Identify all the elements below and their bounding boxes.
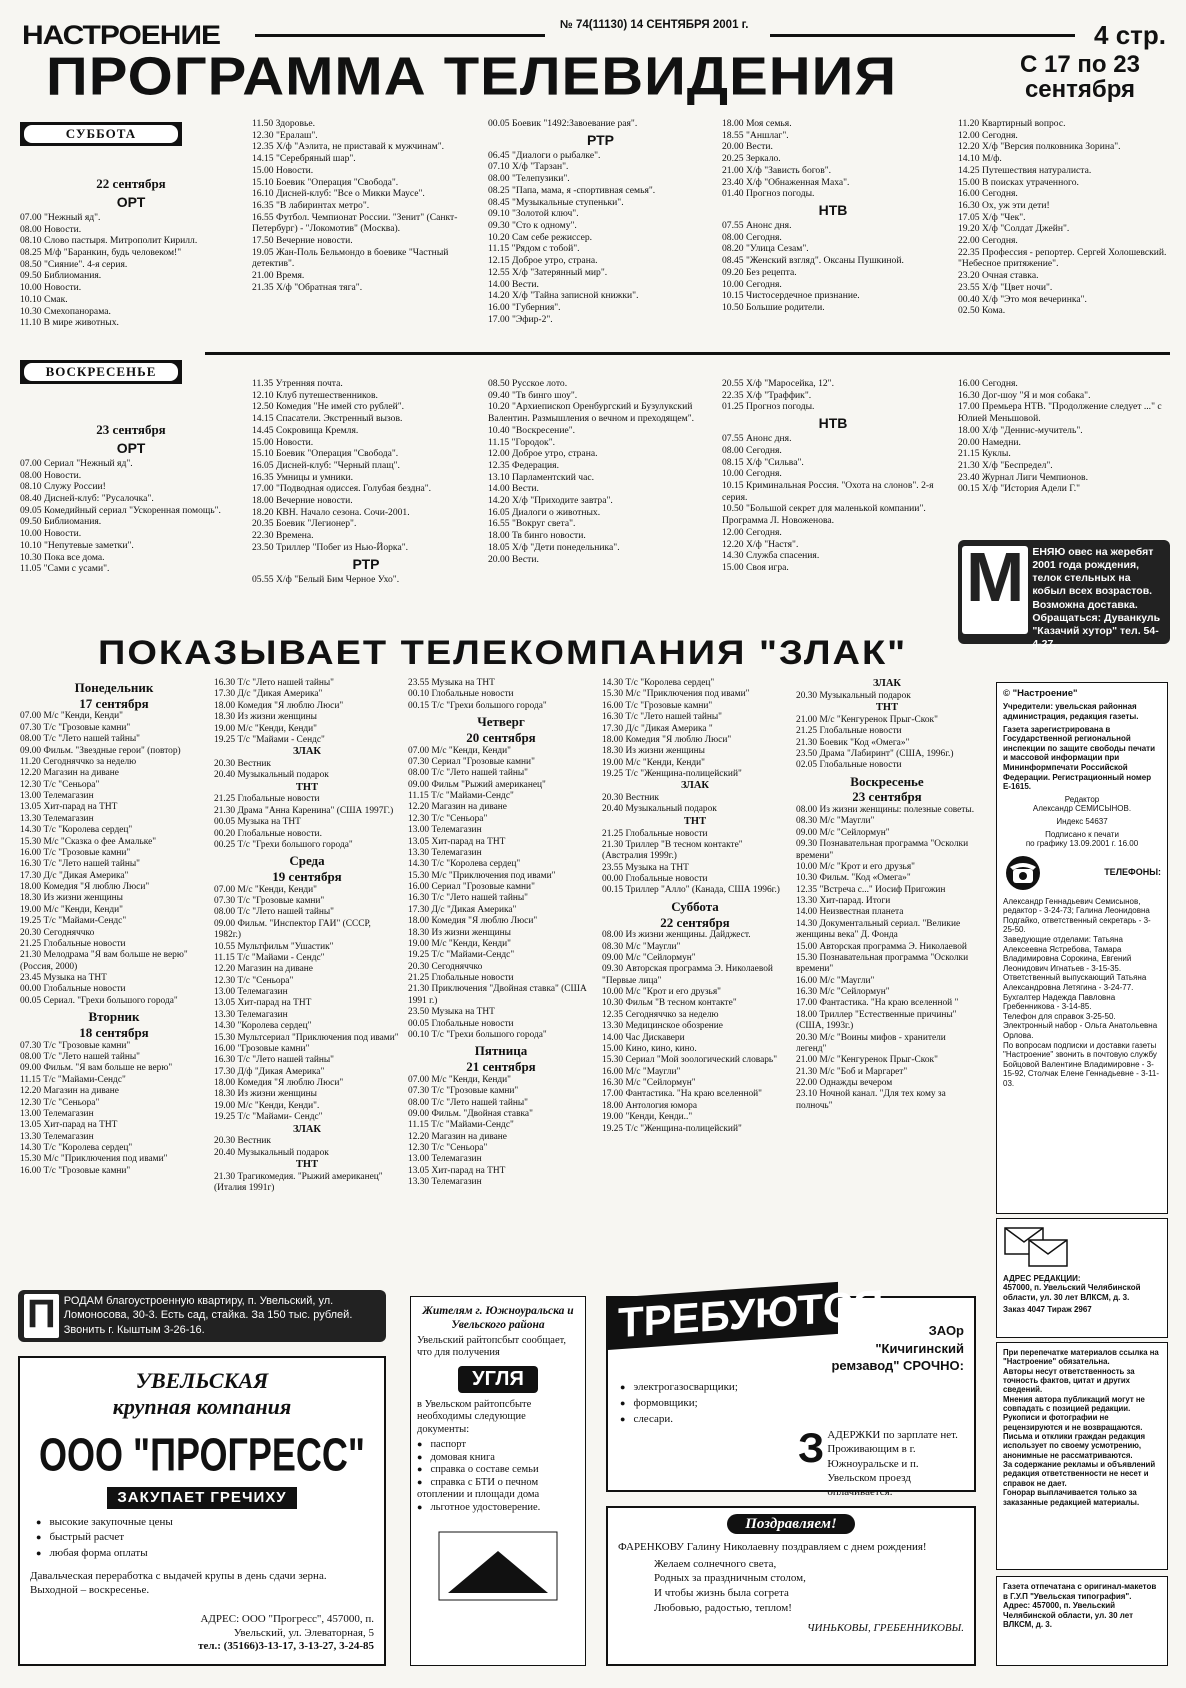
saturday-rtr-listing: 06.45 "Диалоги о рыбалке". 07.10 Х/ф "Тарзан". 08.00 "Телепузики". 08.25 "Папа, мама, я -спортивная семья". 08.45 "Музыкальные ступеньки". 09.10 "Золотой ключ". 09.30 "Сто к одному". 10.20 Сам себе режиссер. 11.15 "Рядом с тобой". 12.15 Доброе утро, страна. 12.55 Х/ф "Затерянный мир". 14.00 Вести. 14.20 Х/ф "Тайна записной книжки". 16.00 "Губерния". 17.00 "Эфир-2". [488, 149, 656, 325]
zlak-friday-listing: 07.00 М/с "Кенди, Кенди" 07.30 Т/с "Грозовые камни" 08.00 Т/с "Лето нашей тайны" 09.00 Фильм. "Двойная ставка" 11.15 Т/с "Майами-Сендс" 12.20 Магазин на диване 12.30 Т/с "Сеньора" 13.00 Телемагазин 13.05 Хит-парад на ТНТ 13.30 Телемагазин [408, 1074, 533, 1188]
jobs-ad-company-1: ЗАОр [928, 1323, 964, 1338]
jobs-ad-company [831, 1322, 964, 1375]
zlak-tuesday-listing-2: 16.30 Т/с "Лето нашей тайны" 17.30 Д/с "Дикая Америка" 18.00 Комедия "Я люблю Люси" 18.30 Из жизни женщины 19.00 М/с "Кенди, Кенди" 19.25 Т/с "Майами - Сендс" [214, 678, 344, 745]
masthead: НАСТРОЕНИЕ [22, 20, 221, 51]
zlak-thursday-listing: 07.00 М/с "Кенди, Кенди" 07.30 Сериал "Грозовые камни" 08.00 Т/с "Лето нашей тайны" 09.00 Фильм "Рыжий американец" 11.15 Т/с "Майами-Сендс" 12.20 Магазин на диване 12.30 Т/с "Сеньора" 13.00 Телемагазин 13.05 Хит-парад на ТНТ 13.30 Телемагазин 14.30 Т/с "Королева сердец" 15.30 М/с "Приключения под ивами" 16.00 Сериал "Грозовые камни" 16.30 Т/с "Лето нашей тайны" 17.30 Д/с "Дикая Америка" 18.00 Комедия "Я люблю Люси" 18.30 Из жизни женщины 19.00 М/с "Кенди, Кенди" 19.25 Т/с "Майами-Сендс" 20.30 Сегодняччко 21.25 Глобальные новости 21.30 Приключения "Двойная ставка" (США 1991 г.) 23.50 Музыка на ТНТ 00.05 Глобальные новости 00.10 Т/с "Грехи большого города" [408, 745, 587, 1040]
zlak-wednesday-listing-4: 23.55 Музыка на ТНТ 00.10 Глобальные новости 00.15 Т/с "Грехи большого города" [408, 678, 547, 711]
imprint-editor-label: Редактор [1064, 794, 1100, 804]
order-info: Заказ 4047 Тираж 2967 [1003, 1305, 1092, 1315]
channel-rtr: РТР [586, 131, 615, 148]
zlak-tuesday-listing-4: 21.25 Глобальные новости 21.30 Драма "Анна Каренина" (США 1997Г.) 00.05 Музыка на ТНТ 00.20 Глобальные новости. 00.25 Т/с "Грехи большого города" [214, 794, 394, 850]
zlak-saturday: Суббота [671, 898, 719, 914]
imprint-founders: Учредители: увельская районная администрация, редакция газеты. [1003, 702, 1139, 721]
coal-ad-text1: Увельский райтопсбыт сообщает, что для получения [417, 1334, 567, 1359]
zlak-saturday-date: 22 сентября [660, 914, 730, 930]
zlak-saturday-listing: 08.00 Из жизни женщины. Дайджест. 08.30 М/с "Маугли" 09.00 М/с "Сейлормун" 09.30 Авторская программа Э. Николаевой "Первые лица" 10.00 М/с "Крот и его друзья" 10.30 Фильм "В тесном контакте" 12.35 Сегодняччко за неделю 13.30 Медицинское обозрение 14.00 Час Дискавери 15.00 Кино, кино, кино. 15.30 Сериал "Мой зоологический словарь" 16.00 М/с "Маугли" 16.30 М/с "Сейлормун" 17.00 Фантастика. "На краю вселенной" 18.00 Антология юмора 19.00 "Кенди, Кенди.." 19.25 Т/с "Женщина-полицейский" [602, 930, 778, 1134]
progress-benefit: ● быстрый расчет [36, 1530, 374, 1545]
header-rule-right [770, 34, 1075, 37]
coal-document: ● справка о составе семьи [417, 1464, 579, 1477]
sunday-label: ВОСКРЕСЕНЬЕ [20, 360, 182, 384]
zlak-wednesday-date: 19 сентября [272, 869, 342, 884]
coal-ad [410, 1296, 586, 1666]
sunday-ntv-listing-2: 16.00 Сегодня. 16.30 Дог-шоу "Я и моя собака". 17.00 Премьера НТВ. "Продолжение следует ..." с Юлией Меньшовой. 18.00 Х/ф "Деннис-мучитель". 20.00 Намедни. 21.15 Куклы. 21.30 Х/ф "Беспредел". 23.40 Журнал Лиги Чемпионов. 00.15 Х/ф "История Адели Г." [958, 378, 1162, 495]
zlak-friday-listing-3: 20.30 Вестник 20.40 Музыкальный подарок [602, 793, 717, 815]
address-text: 457000, п. Увельский Челябинской области, ул. 30 лет ВЛКСМ, д. 3. [1003, 1283, 1141, 1302]
job-position: ● электрогазосварщики; [620, 1380, 738, 1396]
zlak-tuesday-date: 18 сентября [79, 1024, 149, 1040]
zlak-channel-tnt-3: ТНТ [683, 815, 707, 827]
channel-rtr-sun: РТР [352, 555, 380, 572]
sunday-rtr-listing-2: 08.50 Русское лото. 09.40 "Тв бинго шоу". 10.20 "Архиепископ Оренбургский и Бузулукский Валентин. Размышления о вечном и преходящем". 10.40 "Воскресение". 11.15 "Городок". 12.00 Доброе утро, страна. 12.35 Федерация. 13.10 Парламентский час. 14.00 Вести. 14.20 Х/ф "Приходите завтра". 16.05 Диалоги о животных. 16.55 "Вокруг света". 18.00 Тв бинго новости. 18.05 Х/ф "Дети понедельника". 20.00 Вести. [488, 378, 695, 565]
address-box [996, 1218, 1168, 1338]
zlak-sunday-date: 23 сентября [852, 789, 922, 805]
imprint-index: Индекс 54637 [1056, 816, 1108, 826]
zlak-sunday-listing: 08.00 Из жизни женщины: полезные советы. 08.30 М/с "Маугли" 09.00 М/с "Сейлормун" 09.30 Познавательная программа "Осколки времени" 10.00 М/с "Крот и его друзья" 10.30 Фильм. "Код «Омега»" 12.35 "Встреча с..." Иосиф Пригожин 13.30 Хит-парад. Итоги 14.00 Неизвестная планета 14.30 Документальный сериал. "Великие женщины века" Д. Фонда 15.00 Авторская программа Э. Николаевой 15.30 Познавательная программа "Осколки времени" 16.00 М/с "Маугли" 16.30 М/с "Сейлормун" 17.00 Фантастика. "На краю вселенной " 18.00 Триллер "Естественные причины" (США, 1993г.) 20.30 М/с "Воины мифов - хранители легенд" 21.00 М/с "Кенгуренок Прыг-Скок" 21.30 М/с "Боб и Маргарет" 22.00 Однажды вечером 23.10 Ночной канал. "Для тех кому за полночь" [796, 805, 975, 1111]
zlak-wednesday-listing-3: 21.30 Трагикомедия. "Рыжий американец" (Италия 1991г) [214, 1171, 383, 1194]
date-range-line1: С 17 по 23 [1020, 51, 1140, 78]
congrats-title: Поздравляем! [727, 1514, 855, 1534]
channel-ort: ОРТ [116, 193, 146, 210]
zlak-friday-listing-2: 14.30 Т/с "Королева сердец" 15.30 М/с "Приключения под ивами" 16.00 Т/с "Грозовые камни" 16.30 Т/с "Лето нашей тайны" 17.30 Д/с "Дикая Америка " 18.00 Комедия "Я люблю Люси" 18.30 Из жизни женщины 19.00 М/с "Кенди, Кенди" 19.25 Т/с "Женщина-полицейский" [602, 678, 750, 779]
zlak-col2 [214, 678, 400, 1195]
zlak-friday-listing-4: 21.25 Глобальные новости 21.30 Триллер "В тесном контакте" (Австралия 1999г.) 23.55 Музыка на ТНТ 00.00 Глобальные новости 00.15 Триллер "Алло" (Канада, США 1996г.) [602, 828, 780, 896]
saturday-col4 [722, 118, 944, 314]
saturday-ntv-listing-2: 11.20 Квартирный вопрос. 12.00 Сегодня. 12.20 Х/ф "Версия полковника Зорина". 14.10 М/ф. 14.25 Путешествия натуралиста. 15.00 В поисках утраченного. 16.00 Сегодня. 16.30 Ох, уж эти дети! 17.05 Х/ф "Чек". 19.20 Х/ф "Солдат Джейн". 22.00 Сегодня. 22.35 Профессия - репортер. Сергей Холошевский. "Небесное притяжение". 23.20 Очная ставка. 23.55 Х/ф "Цвет ночи". 00.40 Х/ф "Это моя вечеринка". 02.50 Кома. [958, 118, 1167, 317]
jobs-ad-initial: З [798, 1424, 825, 1471]
imprint-signed-date: по графику 13.09.2001 г. 16.00 [1025, 839, 1139, 849]
progress-ad [18, 1356, 386, 1666]
section-divider [205, 352, 1170, 355]
sunday-ort-listing-2: 11.35 Утренняя почта. 12.10 Клуб путешественников. 12.50 Комедия "Не имей сто рублей". 14.15 Спасатели. Экстренный вызов. 14.45 Сокровища Кремля. 15.00 Новости. 15.10 Боевик "Операция "Свобода". 16.05 Дисней-клуб: "Черный плащ". 16.35 Умницы и умники. 17.00 "Подводная одиссея. Голубая бездна". 18.00 Вечерние новости. 18.20 КВН. Начало сезона. Сочи-2001. 20.35 Боевик "Легионер". 22.30 Времена. 23.50 Триллер "Побег из Нью-Йорка". [252, 378, 432, 553]
saturday-label: СУББОТА [20, 122, 182, 146]
header-rule-left [255, 34, 545, 37]
coal-ad-title: Жителям г. Южноуральска и Увельского района [422, 1305, 574, 1331]
page-title: ПРОГРАММА ТЕЛЕВИДЕНИЯ [46, 46, 898, 107]
channel-ntv-sun: НТВ [818, 415, 848, 432]
progress-ad-buys: ЗАКУПАЕТ ГРЕЧИХУ [107, 1487, 296, 1509]
progress-benefit: ● любая форма оплаты [36, 1546, 374, 1561]
saturday-col3 [488, 118, 713, 325]
zlak-title: ПОКАЗЫВАЕТ ТЕЛЕКОМПАНИЯ "ЗЛАК" [98, 634, 908, 672]
sunday-ort-listing: 07.00 Сериал "Нежный яд". 08.00 Новости. 08.10 Служу России! 08.40 Дисней-клуб: "Русалочка". 09.05 Комедийный сериал "Ускоренная помощь". 09.50 Библиомания. 10.00 Новости. 10.10 "Непутевые заметки". 10.30 Пока все дома. 11.05 "Сами с усами". [20, 457, 221, 575]
oats-ad-initial: М [962, 546, 1028, 634]
coal-ad-documents [417, 1439, 579, 1515]
issue-number: № 74(11130) 14 СЕНТЯБРЯ 2001 г. [560, 19, 749, 31]
zlak-col4 [602, 678, 788, 1135]
sunday-ntv-listing: 07.55 Анонс дня. 08.00 Сегодня. 08.15 Х/ф "Сильва". 10.00 Сегодня. 10.15 Криминальная Россия. "Охота на слонов". 2-я серия. 10.50 "Большой секрет для маленькой компании". Программа Л. Новоженова. 12.00 Сегодня. 12.20 Х/ф "Настя". 14.30 Служба спасения. 15.00 Своя игра. [722, 433, 934, 573]
flat-ad [18, 1290, 386, 1342]
jobs-ad-company-2: "Кичигинский [875, 1340, 964, 1356]
coal-document: ● справка с БТИ о печном отоплении и площади дома [417, 1477, 579, 1502]
zlak-monday-date: 17 сентября [79, 695, 149, 711]
zlak-channel-zlak-3: ЗЛАК [680, 780, 710, 792]
progress-ad-phones: тел.: (35166)3-13-17, 3-13-27, 3-24-85 [198, 1640, 374, 1653]
congrats-name: ФАРЕНКОВУ Галину Николаевну поздравляем с днем рождения! [618, 1541, 927, 1554]
zlak-friday-date: 21 сентября [466, 1059, 536, 1075]
imprint-registration: Газета зарегистрирована в Государственной региональной инспекции по защите свободы печати и массовой информации при Мининформпечати Российской Федерации. Регистрационный номер Е-1615. [1003, 724, 1155, 792]
printing-text: Газета отпечатана с оригинал-макетов в Г.У.П "Увельская типография". Адрес: 457000, п. Увельский Челябинской области, ул. 30 лет ВЛКСМ, д. 3. [1003, 1582, 1157, 1630]
zlak-sunday: Воскресенье [850, 773, 924, 789]
sunday-rtr-listing-3: 20.55 Х/ф "Маросейка, 12". 22.35 Х/ф "Траффик". 01.25 Прогноз погоды. [722, 378, 834, 413]
job-position: ● слесари. [620, 1412, 738, 1428]
coal-ad-text2: в Увельском райтопсбыте необходимы следующие документы: [417, 1398, 532, 1436]
sunday-col1 [20, 418, 242, 575]
jobs-ad-title: ТРЕБУЮТСЯ [608, 1282, 838, 1350]
zlak-saturday-listing-3: 21.00 М/с "Кенгуренок Прыг-Скок" 21.25 Глобальные новости 21.30 Боевик "Код «Омега»" 23.50 Драма "Лабиринт" (США, 1996г.) 02.05 Глобальные новости [796, 714, 954, 771]
progress-ad-note: Давальческая переработка с выдачей крупы в день сдачи зерна. Выходной – воскресенье. [30, 1570, 327, 1597]
congrats-ad [606, 1506, 976, 1666]
zlak-channel-zlak-4: ЗЛАК [872, 678, 902, 689]
jobs-ad [606, 1280, 976, 1499]
zlak-col3 [408, 678, 594, 1189]
coal-pile-icon [438, 1531, 558, 1601]
imprint-phones: Александр Геннадьевич Семисынов, редактор - 3-24-73; Галина Леонидовна Подгайко, ответственный секретарь - 3-25-50. Заведующие отделами: Татьяна Алексеевна Ястребова, Тамара Владимировна Сорокина, Евгений Леонидович Игнатьев - 3-15-35. Ответственный выпускающий Татьяна Александровна Летягина - 3-24-77. Бухгалтер Надежда Павловна Гребенникова - 3-14-85. Телефон для справок 3-25-50. Электронный набор - Ольга Анатольевна Орлова. По вопросам подписки и доставки газеты "Настроение" звонить в почтовую службу Бойцовой Валентине Владимировне - 3-15-92, Столчак Елене Геннадьевне - 3-11-03. [1003, 896, 1160, 1088]
saturday-ort-listing-3: 00.05 Боевик "1492:Завоевание рая". [488, 118, 638, 129]
zlak-channel-tnt-4: ТНТ [875, 702, 899, 714]
sunday-date: 23 сентября [96, 422, 166, 437]
progress-ad-line1: УВЕЛЬСКАЯ [135, 1368, 269, 1393]
zlak-channel-zlak-2: ЗЛАК [292, 1123, 322, 1135]
imprint-editor: Александр СЕМИСЫНОВ. [1032, 804, 1132, 814]
progress-ad-address: АДРЕС: ООО "Прогресс", 457000, п. Увельский, ул. Элеваторная, 5 [200, 1612, 374, 1640]
date-range [990, 52, 1170, 102]
jobs-ad-company-3: ремзавод" СРОЧНО: [831, 1358, 964, 1374]
flat-ad-initial: П [24, 1294, 59, 1338]
copyright-icon: © [1003, 688, 1010, 699]
zlak-thursday: Четверг [477, 714, 525, 730]
congrats-poem: Желаем солнечного света, Родных за праздничным столом, И чтобы жизнь была согрета Любовью, радостью, теплом! [654, 1557, 806, 1615]
saturday-col5 [958, 118, 1170, 317]
printing-box [996, 1576, 1168, 1666]
saturday-col2 [252, 118, 480, 294]
oats-ad [958, 538, 1170, 650]
oats-ad-text: ЕНЯЮ овес на жеребят 2001 года рождения, телок стельных на кобыл всех возрастов. Возможна доставка. Обращаться: Дуванкуль "Казачий хутор" тел. 54-4-27. [1032, 546, 1161, 650]
zlak-tuesday-listing: 07.30 Т/с "Грозовые камни" 08.00 Т/с "Лето нашей тайны" 09.00 Фильм. "Я вам больше не верю" 11.15 Т/с "Майами-Сендс" 12.20 Магазин на диване 12.30 Т/с "Сеньора" 13.00 Телемагазин 13.05 Хит-парад на ТНТ 13.30 Телемагазин 14.30 Т/с "Королева сердец" 15.30 М/с "Приключения под ивами" 16.00 Т/с "Грозовые камни" [20, 1040, 173, 1176]
zlak-col1 [20, 678, 208, 1177]
jobs-ad-note [798, 1424, 964, 1499]
jobs-ad-text: АДЕРЖКИ по зарплате нет. Проживающим в г. Южноуральске и п. Увельском проезд оплачивается. [827, 1429, 958, 1499]
saturday-date: 22 сентября [96, 176, 166, 191]
coal-document: ● льготное удостоверение. [417, 1502, 579, 1515]
zlak-tuesday-listing-3: 20.30 Вестник 20.40 Музыкальный подарок [214, 758, 329, 781]
zlak-wednesday: Среда [289, 853, 325, 869]
progress-benefit: ● высокие закупочные цены [36, 1515, 374, 1530]
telephone-icon [1003, 855, 1043, 891]
jobs-ad-positions [620, 1380, 738, 1428]
zlak-channel-tnt: ТНТ [295, 781, 319, 793]
saturday-col1 [20, 172, 242, 329]
sunday-col4 [722, 378, 944, 574]
envelope-icon [1003, 1224, 1073, 1270]
date-range-line2: сентября [1024, 76, 1136, 104]
zlak-monday-listing: 07.00 М/с "Кенди, Кенди" 07.30 Т/с "Грозовые камни" 08.00 Т/с "Лето нашей тайны" 09.00 Фильм. "Звездные герои" (повтор) 11.20 Сегодняччко за неделю 12.20 Магазин на диване 12.30 Т/с "Сеньора" 13.00 Телемагазин 13.05 Хит-парад на ТНТ 13.30 Телемагазин 14.30 Т/с "Королева сердец" 15.30 М/с "Сказка о фее Амальке" 16.00 Т/с "Грозовые камни" 16.30 Т/с "Лето нашей тайны" 17.30 Д/с "Дикая Америка" 18.00 Комедия "Я люблю Люси" 18.30 Из жизни женщины 19.00 М/с "Кенди, Кенди" 19.25 Т/с "Майами-Сендс" 20.30 Сегодняччко 21.25 Глобальные новости 21.30 Мелодрама "Я вам больше не верю" (Россия, 2000) 23.45 Музыка на ТНТ 00.00 Глобальные новости 00.05 Сериал. "Грехи большого города" [20, 711, 188, 1006]
zlak-tuesday: Вторник [88, 1009, 140, 1025]
zlak-channel-zlak: ЗЛАК [292, 746, 322, 758]
imprint-logo: "Настроение" [1012, 688, 1078, 699]
imprint-phones-label: ТЕЛЕФОНЫ: [1104, 867, 1161, 878]
zlak-wednesday-listing-2: 20.30 Вестник 20.40 Музыкальный подарок [214, 1136, 329, 1158]
address-label: АДРЕС РЕДАКЦИИ: [1003, 1273, 1081, 1283]
zlak-col5 [796, 678, 978, 1112]
zlak-monday: Понедельник [74, 680, 154, 695]
saturday-ort-listing-2: 11.50 Здоровье. 12.30 "Ералаш". 12.35 Х/ф "Аэлита, не приставай к мужчинам". 14.15 "Серебряный шар". 15.00 Новости. 15.10 Боевик "Операция "Свобода". 16.10 Дисней-клуб: "Все о Микки Маусе". 16.35 "В лабиринтах метро". 16.55 Футбол. Чемпионат России. "Зенит" (Санкт-Петербург) - "Локомотив" (Москва). 17.50 Вечерние новости. 19.05 Жан-Поль Бельмондо в боевике "Частный детектив". 21.00 Время. 21.35 Х/ф "Обратная тяга". [252, 118, 458, 293]
saturday-rtr-listing-2: 18.00 Моя семья. 18.55 "Аншлаг". 20.00 Вести. 20.25 Зеркало. 21.00 Х/ф "Зависть богов". 23.40 Х/ф "Обнаженная Маха". 01.40 Прогноз погоды. [722, 118, 850, 200]
saturday-ntv-listing: 07.55 Анонс дня. 08.00 Сегодня. 08.20 "Улица Сезам". 08.45 "Женский взгляд". Оксаны Пушкиной. 09.20 Без рецепта. 10.00 Сегодня. 10.15 Чистосердечное признание. 10.50 Большие родители. [722, 220, 904, 313]
progress-ad-line2: крупная компания [112, 1394, 292, 1420]
imprint-signed: Подписано к печати [1045, 829, 1119, 839]
saturday-ort-listing: 07.00 "Нежный яд". 08.00 Новости. 08.10 Слово пастыря. Митрополит Кирилл. 08.25 М/ф "Баранкин, будь человеком!" 08.50 "Сияние". 4-я серия. 09.50 Библиомания. 10.00 Новости. 10.10 Смак. 10.30 Смехопанорама. 11.10 В мире животных. [20, 211, 198, 329]
job-position: ● формовщики; [620, 1396, 738, 1412]
progress-ad-company: ООО "ПРОГРЕСС" [39, 1427, 365, 1481]
zlak-channel-tnt-2: ТНТ [295, 1159, 319, 1171]
rules-text: При перепечатке материалов ссылка на "Настроение" обязательна. Авторы несут ответственность за точность фактов, цитат и других сведений. Мнения автора публикаций могут не совпадать с позицией редакции. Рукописи и фотографии не рецензируются и не возвращаются. Письма и отклики граждан редакция использует по своему усмотрению, анонимные не рассматриваются. За содержание рекламы и объявлений редакция ответственности не несет и справок не дает. Гонорар выплачивается только за заказанные редакцией материалы. [1003, 1348, 1159, 1507]
imprint-box [996, 682, 1168, 1214]
sunday-col2 [252, 378, 480, 585]
coal-ad-coal: УГЛЯ [458, 1366, 538, 1392]
flat-ad-text: РОДАМ благоустроенную квартиру, п. Увельский, ул. Ломоносова, 30-3. Есть сад, стайка. За 150 тыс. рублей. Звонить г. Кыштым 3-26-16. [63, 1295, 353, 1336]
sunday-col3 [488, 378, 713, 565]
channel-ntv: НТВ [818, 201, 848, 218]
coal-document: ● паспорт [417, 1439, 579, 1452]
zlak-saturday-listing-2: 20.30 Музыкальный подарок [796, 690, 911, 701]
page-number: 4 стр. [1094, 20, 1166, 50]
coal-document: ● домовая книга [417, 1452, 579, 1465]
sunday-col5 [958, 378, 1170, 495]
zlak-thursday-date: 20 сентября [466, 729, 536, 745]
rules-box [996, 1342, 1168, 1570]
progress-ad-benefits [36, 1515, 374, 1561]
sunday-rtr-listing: 05.55 Х/ф "Белый Бим Черное Ухо". [252, 573, 400, 585]
congrats-from: ЧИНЬКОВЫ, ГРЕБЕННИКОВЫ. [806, 1621, 964, 1634]
zlak-friday: Пятница [474, 1043, 528, 1059]
channel-ort-sun: ОРТ [116, 439, 146, 456]
zlak-wednesday-listing: 07.00 М/с "Кенди, Кенди" 07.30 Т/с "Грозовые камни" 08.00 Т/с "Лето нашей тайны" 09.00 Фильм. "Инспектор ГАИ" (СССР, 1982г.) 10.55 Мультфильм "Ушастик" 11.15 Т/с "Майами - Сендс" 12.20 Магазин на диване 12.30 Т/с "Сеньора" 13.00 Телемагазин 13.05 Хит-парад на ТНТ 13.30 Телемагазин 14.30 "Королева сердец" 15.30 Мультсериал "Приключения под ивами" 16.00 "Грозовые камни" 16.30 Т/с "Лето нашей тайны" 17.30 Д/ф "Дикая Америка" 18.00 Комедия "Я люблю Люси" 18.30 Из жизни женщины 19.00 М/с "Кенди, Кенди". 19.25 Т/с "Майами- Сендс" [214, 884, 399, 1123]
